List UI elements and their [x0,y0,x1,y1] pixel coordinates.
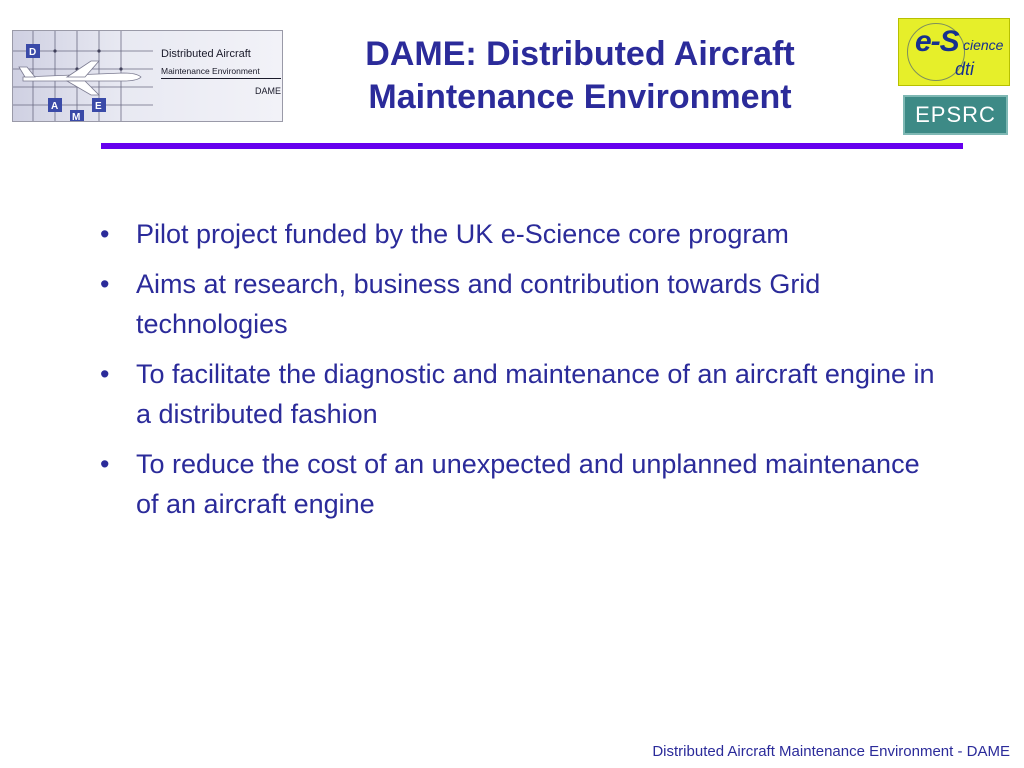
title-divider [101,143,963,149]
slide-footer: Distributed Aircraft Maintenance Environment - DAME [652,743,1010,760]
bullet-text: Pilot project funded by the UK e-Science core program [136,219,789,249]
bullet-text: To reduce the cost of an unexpected and unplanned maintenance of an aircraft engine [136,449,920,519]
logo-letter-d: D [29,47,37,58]
bullet-item [0,214,936,254]
logo-letter-a: A [51,101,59,112]
logo-letter-m: M [72,112,81,123]
epsrc-logo [903,95,1008,135]
slide-title-line-1: DAME: Distributed Aircraft [365,35,795,73]
logo-line-3: DAME [254,86,281,96]
bullet-text: To facilitate the diagnostic and maintenance of an aircraft engine in a distributed fashion [136,359,935,429]
bullet-icon: • [100,449,110,479]
logo-line-1: Distributed Aircraft [161,48,251,60]
bullet-icon: • [100,269,110,299]
escience-dti-logo [898,18,1010,86]
aircraft-icon [19,61,141,95]
bullet-item [0,444,936,524]
network-grid-graphic [13,31,153,122]
bullet-list [0,214,1024,534]
bullet-icon: • [100,219,110,249]
bullet-text: Aims at research, business and contribution towards Grid technologies [136,269,821,339]
escience-logo-cience: cience [963,37,1004,53]
logo-letter-e: E [95,101,102,112]
escience-logo-es: e-S [915,25,959,58]
bullet-item [0,354,936,434]
slide-title-line-2: Maintenance Environment [368,78,792,116]
bullet-icon: • [100,359,110,389]
epsrc-logo-text: EPSRC [915,102,996,127]
logo-line-2: Maintenance Environment [161,65,281,79]
slide-title [300,33,860,119]
bullet-item [0,264,936,344]
escience-logo-dti: dti [955,59,975,79]
dame-logo [12,30,283,122]
logo-text [161,47,281,97]
